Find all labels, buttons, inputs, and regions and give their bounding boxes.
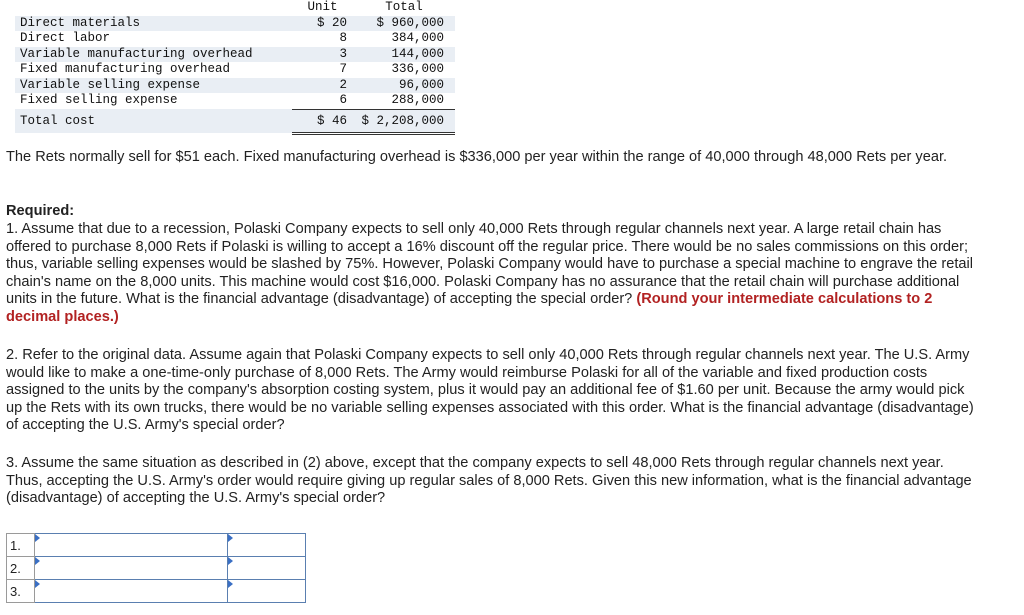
total-cost-unit: $ 46 (292, 109, 353, 133)
answer-2-amount-input[interactable] (228, 557, 305, 579)
cost-label: Fixed manufacturing overhead (20, 62, 231, 76)
flag-icon (228, 534, 233, 542)
answer-1-description-input[interactable] (35, 534, 227, 556)
answer-label: 2. (7, 557, 35, 580)
answer-row (7, 557, 306, 580)
answer-2-amount-cell[interactable] (228, 557, 306, 580)
answer-3-description-input[interactable] (35, 580, 227, 602)
cost-total: 336,000 (391, 62, 444, 76)
cost-unit: 8 (339, 31, 347, 45)
cost-label: Variable manufacturing overhead (15, 47, 292, 63)
question-1-text: 1. Assume that due to a recession, Polaski Company expects to sell only 40,000 Rets through regular channels next year. A large retail chain has offered to purchase 8,000 Rets if Polaski is willing to accept a 16% discount off the regular price. There would be no sales commissions on this order; thus, variable selling expenses would be slashed by 75%. However, Polaski Company would have to purchase a special machine to engrave the retail chain's name on the 8,000 units. This machine would cost $16,000. Polaski Company has no assurance that the retail chain will purchase additional units in the future. What is the financial advantage (disadvantage) of accepting the special order? (6, 221, 973, 308)
cost-row-variable-selling (15, 78, 455, 94)
cost-table (15, 0, 455, 135)
required-heading: Required: (6, 203, 75, 219)
total-cost-total: $ 2,208,000 (353, 109, 455, 133)
question-2: 2. Refer to the original data. Assume again that Polaski Company expects to sell only 40,000 Rets through regular channels next year. The U.S. Army would like to make a one-time-only purchase of 8,000 Rets. The Army would reimburse Polaski for all of the variable and fixed production costs assigned to the units by the company's absorption costing system, plus it would pay an additional fee of $1.60 per unit. Because the army would pick up the Rets with its own trucks, there would be no variable selling expenses associated with this order. What is the financial advantage (disadvantage) of accepting the U.S. Army's special order? (6, 347, 974, 434)
answer-row (7, 534, 306, 557)
answer-1-description-cell[interactable] (35, 534, 228, 557)
answer-label: 3. (7, 580, 35, 603)
cost-label: Fixed selling expense (20, 93, 178, 108)
cost-unit: 6 (292, 93, 353, 109)
flag-icon (35, 534, 40, 542)
cost-row-fixed-selling (15, 93, 455, 109)
cost-row-direct-labor (15, 31, 455, 47)
cost-total: 96,000 (353, 78, 455, 94)
answer-2-description-input[interactable] (35, 557, 227, 579)
answer-label: 1. (7, 534, 35, 557)
answer-table (6, 533, 306, 603)
cost-total: $ 960,000 (353, 16, 455, 32)
cost-row-total (15, 109, 455, 133)
total-cost-label: Total cost (15, 109, 292, 133)
answer-3-amount-cell[interactable] (228, 580, 306, 603)
answer-3-amount-input[interactable] (228, 580, 305, 602)
unit-header: Unit (307, 0, 338, 14)
answer-3-description-cell[interactable] (35, 580, 228, 603)
question-1 (6, 221, 974, 327)
cost-unit: 7 (339, 62, 347, 76)
flag-icon (228, 580, 233, 588)
cost-total: 144,000 (353, 47, 455, 63)
cost-unit: $ 20 (292, 16, 353, 32)
question-3: 3. Assume the same situation as described in (2) above, except that the company expects to sell 48,000 Rets through regular channels next year. Thus, accepting the U.S. Army's order would require giving up regular sales of 8,000 Rets. Given this new information, what is the financial advantage (disadvantage) of accepting the U.S. Army's special order? (6, 455, 972, 507)
cost-row-fixed-mfg-overhead (15, 62, 455, 78)
intro-text: The Rets normally sell for $51 each. Fixed manufacturing overhead is $336,000 per year within the range of 40,000 through 48,000 Rets per year. (6, 149, 948, 165)
flag-icon (35, 557, 40, 565)
cost-label: Direct labor (20, 31, 111, 45)
cost-row-variable-mfg-overhead (15, 47, 455, 63)
question-1-note: (Round your intermediate calculations to 2 decimal places.) (6, 291, 933, 325)
cost-total: 384,000 (391, 31, 444, 45)
answer-1-amount-input[interactable] (228, 534, 305, 556)
cost-row-direct-materials (15, 16, 455, 32)
answer-2-description-cell[interactable] (35, 557, 228, 580)
answer-row (7, 580, 306, 603)
flag-icon (35, 580, 40, 588)
cost-unit: 2 (292, 78, 353, 94)
cost-table-header (15, 0, 455, 16)
answer-1-amount-cell[interactable] (228, 534, 306, 557)
cost-total: 288,000 (353, 93, 455, 109)
total-header: Total (385, 0, 423, 14)
cost-label: Variable selling expense (15, 78, 292, 94)
cost-unit: 3 (292, 47, 353, 63)
flag-icon (228, 557, 233, 565)
cost-label: Direct materials (15, 16, 292, 32)
